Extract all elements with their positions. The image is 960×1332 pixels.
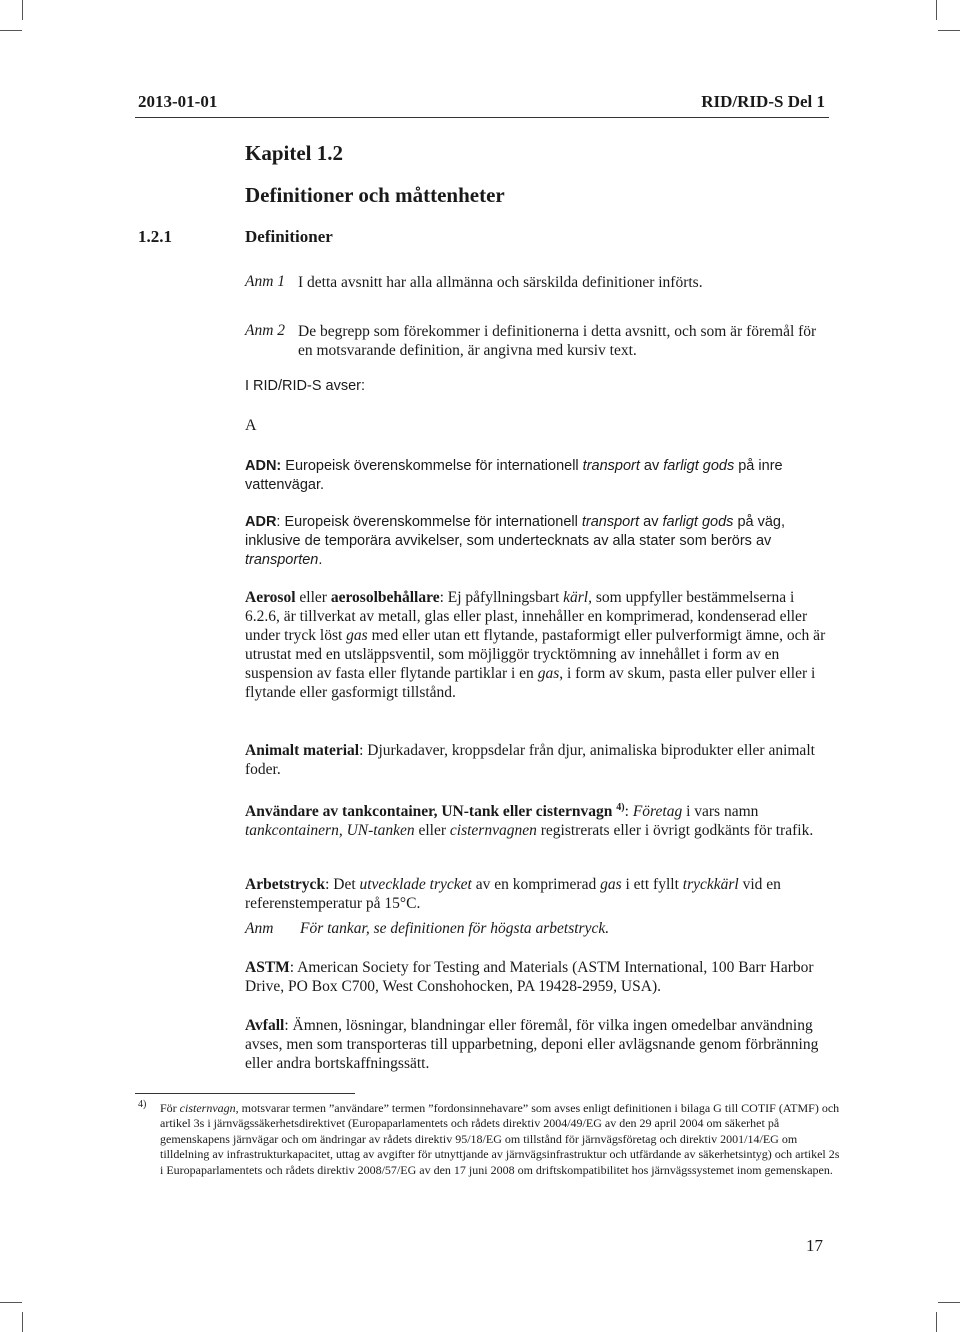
note-text: De begrepp som förekommer i definitionerna i detta avsnitt, och som är föremål för en motsvarande definition, är angivna med kursiv text.	[298, 323, 817, 359]
section-number: 1.2.1	[138, 227, 172, 246]
term: Animalt material	[245, 742, 360, 759]
term: ADR	[245, 514, 277, 530]
note-label: Anm	[245, 920, 274, 937]
footnote-text: För cisternvagn, motsvarar termen ”användare” termen ”fordonsinnehavare” som avses enligt definitionen i bilaga G till COTIF (ATMF) och artikel 3s i järnvägssäkerhetsdirektivet (Europaparlamentets och rådets direktiv 2004/49/EG av den 29 april 2004 om säkerhet på gemenskapens järnvägar och om ändringar av rådets direktiv 95/18/EG om tillstånd för järnvägsföretag och direktiv 2001/14/EG om tilldelning av infrastrukturkapacitet, uttag av avgifter för utnyttjande av järnvägsinfrastruktur och utfärdande av säkerhetsintyg) och artikel 2s i Europaparlamentets och rådets direktiv 2008/57/EG av den 17 juni 2008 om driftskompatibilitet hos järnvägssystemet inom gemenskapen.	[160, 1101, 840, 1177]
crop-mark	[938, 30, 960, 31]
definition-animalt: Animalt material: Djurkadaver, kroppsdelar från djur, animaliska biprodukter eller animalt foder.	[245, 742, 815, 778]
header-doc: RID/RID-S Del 1	[701, 92, 825, 111]
header-date: 2013-01-01	[138, 92, 218, 111]
crop-mark	[936, 1312, 937, 1332]
definition-anvandare: Användare av tankcontainer, UN-tank eller cisternvagn $^{4)}$: Företag i vars namn tankcontainern, UN-tanken eller cisternvagnen registrerats eller i övrigt godkänts för trafik.	[245, 802, 814, 840]
section-title: Definitioner	[245, 227, 333, 246]
letter-heading: A	[245, 417, 257, 434]
definition-astm: ASTM: American Society for Testing and Materials (ASTM International, 100 Barr Harbor Drive, PO Box C700, West Conshohocken, PA 19428-2959, USA).	[245, 959, 814, 995]
note-text: I detta avsnitt har alla allmänna och särskilda definitioner införts.	[298, 274, 703, 291]
term: ADN:	[245, 458, 282, 474]
crop-mark	[936, 0, 937, 20]
crop-mark	[0, 1302, 22, 1303]
chapter-title: Kapitel 1.2	[245, 141, 343, 165]
intro-text: I RID/RID-S avser:	[245, 378, 366, 394]
crop-mark	[0, 30, 22, 31]
definition-aerosol: Aerosol eller aerosolbehållare: Ej påfyllningsbart kärl, som uppfyller bestämmelserna i 6.2.6, är tillverkat av metall, glas eller plast, innehåller en komprimerad, kondenserad eller under tryck löst gas med eller utan ett flytande, pastaformigt eller pulverformigt ämne, och är utrustat med en utsläppsventil, som möjliggör trycktömning av innehållet i form av en suspension av fasta eller flytande partiklar i en gas, i form av skum, pasta eller pulver eller i flytande eller gasformigt tillstånd.	[245, 589, 826, 701]
term: Arbetstryck	[245, 876, 326, 893]
page-number: 17	[806, 1236, 823, 1255]
crop-mark	[22, 1312, 23, 1332]
crop-mark	[938, 1302, 960, 1303]
note-label: Anm 2	[245, 322, 286, 339]
term: ASTM	[245, 959, 290, 976]
note-text: För tankar, se definitionen för högsta arbetstryck.	[300, 920, 610, 937]
chapter-subtitle: Definitioner och måttenheter	[245, 183, 505, 207]
term: Användare av tankcontainer, UN-tank eller cisternvagn	[245, 803, 613, 821]
footnote-rule	[135, 1093, 355, 1094]
term: aerosolbehållare	[330, 589, 440, 606]
footnote-mark: 4)	[138, 1099, 147, 1110]
term: Aerosol	[245, 589, 296, 606]
definition-avfall: Avfall: Ämnen, lösningar, blandningar eller föremål, för vilka ingen omedelbar användning avses, men som transporteras till upparbetning, deponi eller avlägsnande genom förbränning eller andra bortskaffningssätt.	[245, 1017, 819, 1072]
definition-adr: ADR: Europeisk överenskommelse för internationell transport av farligt gods på väg, inklusive de temporära avvikelser, som undertecknats av alla stater som berörs av transporten.	[245, 514, 786, 568]
definition-arbetstryck: Arbetstryck: Det utvecklade trycket av en komprimerad gas i ett fyllt tryckkärl vid en referenstemperatur på 15°C.	[245, 876, 781, 912]
header-rule	[135, 117, 829, 118]
note-label: Anm 1	[245, 273, 286, 290]
term: Avfall	[245, 1017, 285, 1034]
definition-adn: ADN: Europeisk överenskommelse för internationell transport av farligt gods på inre vattenvägar.	[245, 458, 783, 493]
footnote-ref: 4)	[616, 802, 625, 813]
crop-mark	[22, 0, 23, 20]
